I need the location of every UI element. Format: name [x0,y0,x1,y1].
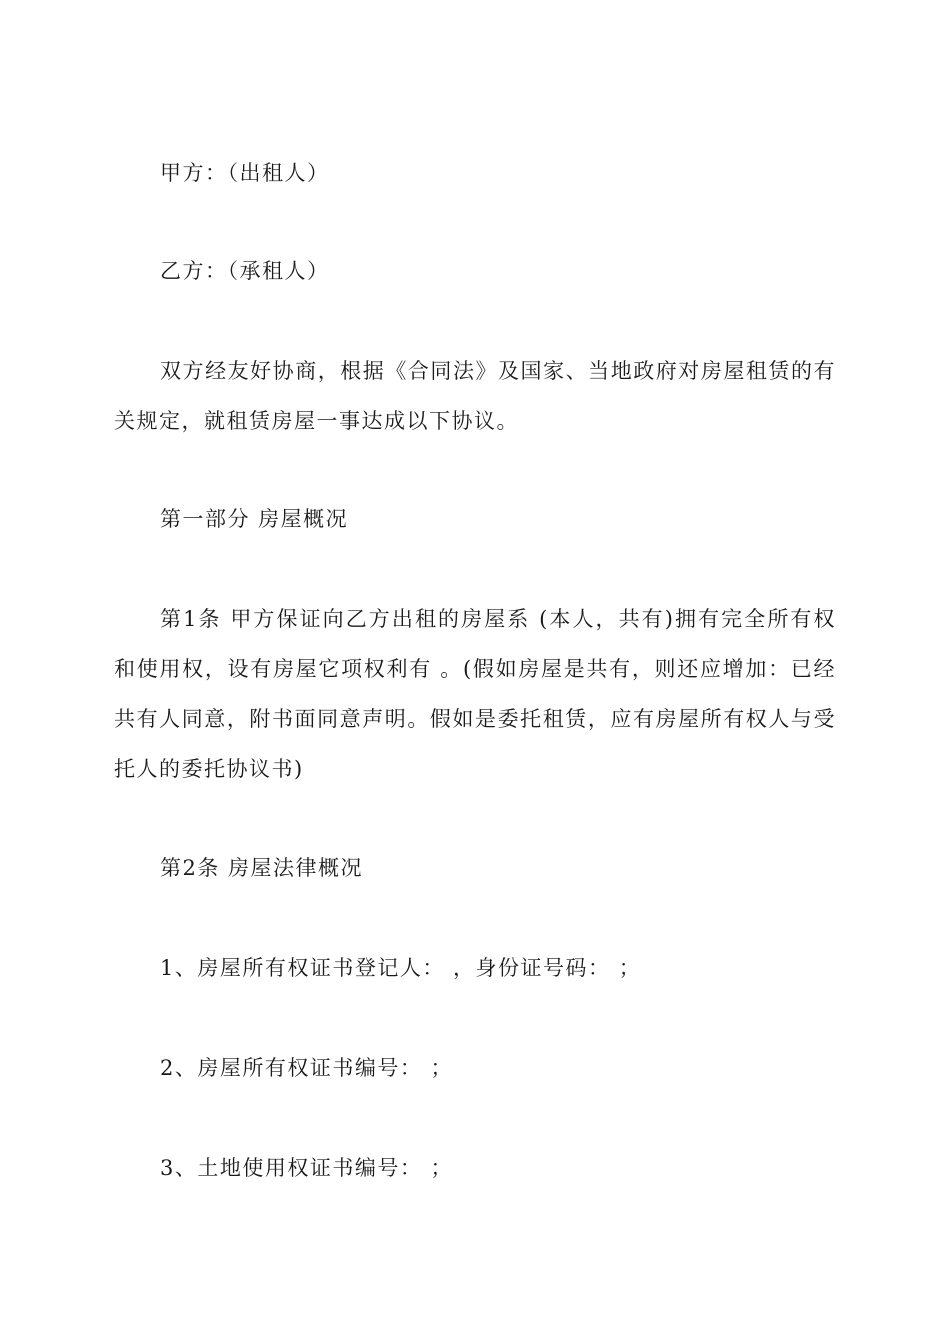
article-2-heading: 第2条 房屋法律概况 [160,856,364,880]
list-item-ownership-certificate-number: 2、房屋所有权证书编号： ； [160,1056,454,1080]
article-1-paragraph: 第1条 甲方保证向乙方出租的房屋系 (本人，共有)拥有完全所有权和使用权，设有房屋它项权利有 。(假如房屋是共有，则还应增加：已经共有人同意，附书面同意声明。假如是委托租赁，应有房屋所有权人与受托人的委托协议书) [114,607,836,781]
party-a-line: 甲方：（出租人） [160,161,330,185]
section-heading-part-one: 第一部分 房屋概况 [160,507,349,531]
list-item-ownership-registrant: 1、房屋所有权证书登记人： ，身份证号码： ； [160,956,642,980]
party-b-line: 乙方：（承租人） [160,259,330,283]
list-item-land-use-certificate-number: 3、土地使用权证书编号： ； [160,1156,454,1180]
preamble-paragraph: 双方经友好协商，根据《合同法》及国家、当地政府对房屋租赁的有关规定，就租赁房屋一事达成以下协议。 [114,359,836,433]
